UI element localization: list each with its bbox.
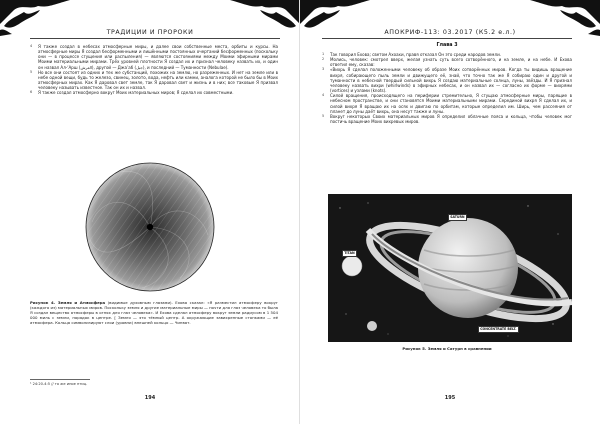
footnote-rule [30, 379, 90, 380]
verse-text: Я также создал атмосферно вокруг Моих материальных миров; Я сделал их совместными. [38, 90, 234, 96]
verse-text: Но все они состоят из одних и тех же субстанций, похожих на землю, но разреженных. И нет на земле или в небе одной вещи, будь то железо, свинец, золото, вода, нефть или камни, аналога которой не было бы в Моих атмосферных мирах. Как Я даровал свет земле, так Я даровал свет и жизнь и в них; все таковые Я призвал человеку называть известное. Так он их и назвал. [38, 69, 278, 91]
verse-number: 3 [322, 67, 325, 72]
page-number: 195 [444, 395, 456, 401]
header-rule [322, 38, 572, 39]
left-page-text [30, 44, 278, 96]
verse-text: Молись, человек: смотрел вверх, желая узнать суть всего сотворённого, и на земле, и на небе. И Ехова ответил ему, сказав: [330, 57, 572, 68]
footnote: ¹ 24:20-4:5 // то же иное птиц. [30, 382, 88, 386]
verse-text: Силой вращения, происходящего на периферии стремительно, Я сгущаю атмосферные миры, парящие в небесном пространстве, и они становятся Моими материальными мирами. Серединой вихря Я сделал их, и силой вихря Я вращаю их на осях и двигаю по орбитам, которые определил им. Ширь, чем рассеяния от планет до луны даёт вихрь, она несут также и луны. [330, 93, 572, 114]
rings-label: CONCENTRATE BELT. [478, 326, 519, 333]
verse-paragraph [30, 90, 278, 95]
running-head: АПОКРИФ-113: 03.2017 (К5.2 е.л.) [384, 29, 516, 36]
saturn-label: SATURN [448, 214, 467, 221]
verse-paragraph [30, 44, 278, 70]
page-number: 194 [144, 395, 156, 401]
verse-number: 4 [30, 44, 33, 48]
verse-paragraph [322, 93, 572, 114]
verse-text: Так говорил Ехова; светом Ахоахи, правя отказал Он это среди народов земли. [330, 52, 501, 57]
verse-paragraph [322, 114, 572, 124]
verse-number: 1 [322, 52, 325, 56]
verse-number: 4 [322, 93, 325, 98]
verse-text: Вокруг некоторых Своих материальных миров Я определил облачные пояса и кольца, чтобы человек мог постичь вращение Моих вихревых миров. [330, 113, 572, 125]
verse-number: 5 [30, 69, 33, 74]
right-page [300, 0, 600, 424]
figure-caption [30, 300, 278, 325]
verse-text: «Вихрь Я сделал положенными человеку об образе Моих сотворённых миров. Когда ты видишь вращение вихря, собирающего пыль земли и движущего её, знай, что точно так же Я собираю один и другой и туманности в небесной твердый сильной вихрь Я создаю материальные солнца, луны, звёзды. И Я признал человеку назвать вихри (whirlwinds) в эфирных небесах, и он назвал их — согласно их форме — вихрями (vortices) и узлами (knots). [330, 67, 572, 94]
verse-paragraph [322, 67, 572, 93]
running-head: ТРАДИЦИИ И ПРОРОКИ [106, 29, 194, 36]
right-page-text [322, 52, 572, 124]
caption-text: (видимые духовным глазами). Ехова сказал: «Я разместил атмосферу вокруг (каждого из) материальных миров. Поскольку земля и другие материальные миры — почти для глаз человека то была Я создал вещество атмосферы в огнях для глаз человека». И Ехова сделал атмосферу вокруг земли радиусом в 1 504 000 миль с земли, порядок в центре. [ Земля — это тёмный центр. А окружающие завихренные стопками — её атмосфера. Кольца символизируют слои (уровни) внешней кольцо — Чинват. [30, 300, 278, 326]
figure-caption: Рисунок 5. Земля и Сатурн в сравнении [402, 346, 492, 351]
verse-paragraph [322, 57, 572, 67]
verse-text: Я также создал в небесах атмосферные миры, и далее свои собственные места, орбиты и курсы. На атмосферные миры Я создал бесформенными и лишёнными постоянных очертаний бесформенных (поскольку они — в процессе сгущения или распыления) — являются состояниями между Моими эфирными мирами Моими материальными мирами. Трёх уровней плотности Я создал их и признал человеку назвать их, и один он назвал Ал-‘Арш (ﺍﻟﻌﺮﺵ), другой — Джа’аб (ﺟﺒﻞ), и последний — Туманности (Nebulae). [38, 44, 278, 70]
chapter-title: Глава 3 [436, 43, 458, 48]
header-rule [30, 38, 280, 39]
verse-number: 5 [322, 113, 325, 118]
verse-number: 2 [322, 57, 325, 62]
caption-label: Рисунок 4. Земля и Атмосфера [30, 300, 106, 305]
titan-label: TITAN [342, 250, 357, 257]
earth-atmosphere-illustration [80, 160, 220, 294]
verse-paragraph [30, 70, 278, 91]
verse-number: 6 [30, 90, 33, 95]
saturn-comparison-plate [328, 194, 572, 342]
